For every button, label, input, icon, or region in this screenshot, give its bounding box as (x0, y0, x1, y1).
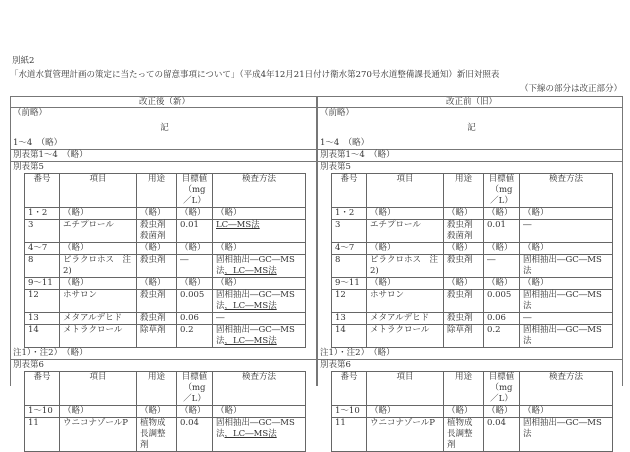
target-value-cell: （略） (484, 278, 520, 290)
amended-text: ，LC―MS法 (224, 266, 277, 276)
method-text: 固相抽出―GC―MS法 (216, 418, 295, 439)
table-row (332, 406, 613, 418)
target-value-cell: （略） (484, 406, 520, 418)
column-header: 番号 (332, 372, 367, 406)
column-header: 目標値（mg／L） (177, 174, 213, 208)
column-header: 検査方法 (213, 174, 306, 208)
column-header: 項目 (60, 174, 137, 208)
usage-cell: （略） (444, 406, 484, 418)
appendix-5-notes: 注1）・注2） （略） (13, 348, 88, 358)
target-value-cell: ― (177, 255, 213, 278)
usage-cell: 殺虫剤 殺菌剤 (137, 220, 177, 243)
column-header: 項目 (367, 372, 444, 406)
method-text: ― (523, 220, 532, 230)
target-value-cell: 0.06 (177, 313, 213, 325)
table-row (25, 255, 306, 278)
target-value-cell: 0.005 (177, 290, 213, 313)
number-cell: 4〜7 (25, 243, 60, 255)
amended-text: ，LC―MS法 (224, 301, 277, 311)
item-cell: エチプロール (367, 220, 444, 243)
number-cell: 14 (332, 325, 367, 348)
method-cell (520, 313, 613, 325)
usage-cell: 殺虫剤 (444, 290, 484, 313)
table-row (25, 406, 306, 418)
method-text: （略） (523, 208, 549, 218)
method-cell (213, 313, 306, 325)
table-row (332, 220, 613, 243)
target-value-cell: （略） (484, 243, 520, 255)
target-value-cell: 0.04 (484, 418, 520, 452)
appendix-1-4: 別表第1〜4 （略） (318, 150, 623, 162)
number-cell: 8 (332, 255, 367, 278)
column-header: 用途 (444, 174, 484, 208)
usage-cell: 除草剤 (137, 325, 177, 348)
appendix-6-title: 別表第6 (320, 360, 351, 370)
item-cell: （略） (367, 243, 444, 255)
item-cell: ウニコナゾールP (60, 418, 137, 452)
document-title: 「水道水質管理計画の策定に当たっての留意事項について」（平成4年12月21日付け衛水第270号水道整備課長通知）新旧対照表 (10, 70, 500, 80)
target-value-cell: 0.2 (177, 325, 213, 348)
usage-cell: 殺虫剤 (444, 255, 484, 278)
method-text: （略） (216, 406, 242, 416)
usage-cell: （略） (444, 208, 484, 220)
column-header: 検査方法 (213, 372, 306, 406)
appendix-5-section (318, 162, 623, 360)
method-text: （略） (523, 406, 549, 416)
number-cell: 8 (25, 255, 60, 278)
t6-table (24, 371, 306, 452)
target-value-cell: （略） (177, 243, 213, 255)
appendix-6-section (11, 360, 316, 452)
amended-text: ，LC―MS法 (224, 429, 277, 439)
number-cell: 12 (332, 290, 367, 313)
table-row (332, 278, 613, 290)
usage-cell: 植物成長調整剤 (444, 418, 484, 452)
column-header: 項目 (60, 372, 137, 406)
item-cell: ピラクロホス 注2) (367, 255, 444, 278)
usage-cell: （略） (137, 278, 177, 290)
column-header: 目標値（mg／L） (484, 174, 520, 208)
method-text: （略） (523, 278, 549, 288)
usage-cell: 殺虫剤 (137, 290, 177, 313)
item-cell: （略） (367, 208, 444, 220)
amended-text: ，LC―MS法 (224, 336, 277, 346)
underline-note: （下線の部分は改正部分） (519, 84, 622, 94)
method-cell (213, 208, 306, 220)
column-header: 番号 (25, 174, 60, 208)
usage-cell: （略） (137, 208, 177, 220)
t5-table (331, 173, 613, 348)
number-cell: 1・2 (332, 208, 367, 220)
column-header: 用途 (137, 174, 177, 208)
table-row (25, 220, 306, 243)
table-row (25, 208, 306, 220)
item-cell: （略） (60, 243, 137, 255)
method-text: （略） (216, 208, 242, 218)
target-value-cell: 0.005 (484, 290, 520, 313)
method-text: （略） (216, 243, 242, 253)
item-cell: （略） (367, 406, 444, 418)
item-cell: メタアルデヒド (367, 313, 444, 325)
usage-cell: 植物成長調整剤 (137, 418, 177, 452)
column-header: 用途 (137, 372, 177, 406)
target-value-cell: ― (484, 255, 520, 278)
preamble-section (318, 108, 623, 150)
target-value-cell: 0.2 (484, 325, 520, 348)
method-cell (520, 278, 613, 290)
number-cell: 4〜7 (332, 243, 367, 255)
method-text: 固相抽出―GC―MS法 (216, 290, 295, 311)
target-value-cell: （略） (177, 406, 213, 418)
method-cell (213, 220, 306, 243)
table-row (25, 313, 306, 325)
table-row (25, 243, 306, 255)
item-cell: （略） (60, 278, 137, 290)
ki-heading: 記 (160, 123, 169, 133)
number-cell: 9〜11 (25, 278, 60, 290)
number-cell: 9〜11 (332, 278, 367, 290)
number-cell: 12 (25, 290, 60, 313)
method-text: ― (216, 313, 225, 323)
method-cell (520, 418, 613, 452)
number-cell: 1〜10 (25, 406, 60, 418)
usage-cell: （略） (137, 406, 177, 418)
appendix-5-notes: 注1）・注2） （略） (320, 348, 395, 358)
column-heading: 改正後（新） (11, 97, 316, 108)
method-cell (213, 278, 306, 290)
usage-cell: （略） (444, 243, 484, 255)
method-text: 固相抽出―GC―MS法 (523, 418, 602, 439)
header-row (332, 174, 613, 208)
usage-cell: 殺虫剤 (137, 313, 177, 325)
item-cell: メトラクロール (367, 325, 444, 348)
appendix-5-title: 別表第5 (320, 162, 351, 172)
old-version-column (317, 97, 623, 450)
number-cell: 13 (25, 313, 60, 325)
item-cell: （略） (367, 278, 444, 290)
method-text: （略） (216, 278, 242, 288)
number-cell: 13 (332, 313, 367, 325)
number-cell: 1・2 (25, 208, 60, 220)
column-header: 番号 (25, 372, 60, 406)
target-value-cell: （略） (484, 208, 520, 220)
method-cell (520, 208, 613, 220)
table-row (332, 255, 613, 278)
omitted-text: （前略） (320, 108, 355, 118)
t6-table (331, 371, 613, 452)
item-cell: （略） (60, 208, 137, 220)
number-cell: 14 (25, 325, 60, 348)
items-1-4: 1〜4 （略） (320, 138, 370, 148)
item-cell: メトラクロール (60, 325, 137, 348)
method-cell (520, 406, 613, 418)
table-row (332, 325, 613, 348)
usage-cell: 殺虫剤 (444, 313, 484, 325)
table-row (332, 290, 613, 313)
usage-cell: （略） (444, 278, 484, 290)
items-1-4: 1〜4 （略） (13, 138, 63, 148)
item-cell: メタアルデヒド (60, 313, 137, 325)
new-version-column (11, 97, 317, 450)
method-text: 固相抽出―GC―MS法 (523, 325, 602, 346)
target-value-cell: 0.06 (484, 313, 520, 325)
table-row (332, 418, 613, 452)
table-row (25, 290, 306, 313)
method-cell (520, 255, 613, 278)
number-cell: 11 (332, 418, 367, 452)
method-cell (520, 243, 613, 255)
appendix-5-title: 別表第5 (13, 162, 44, 172)
item-cell: ホサロン (60, 290, 137, 313)
table-row (25, 325, 306, 348)
preamble-section (11, 108, 316, 150)
table-row (332, 208, 613, 220)
appendix-6-title: 別表第6 (13, 360, 44, 370)
method-cell (520, 290, 613, 313)
appendix-5-section (11, 162, 316, 360)
usage-cell: 殺虫剤 殺菌剤 (444, 220, 484, 243)
number-cell: 3 (332, 220, 367, 243)
method-cell (520, 220, 613, 243)
appendix-6-section (318, 360, 623, 452)
item-cell: ウニコナゾールP (367, 418, 444, 452)
method-cell (213, 290, 306, 313)
target-value-cell: 0.01 (484, 220, 520, 243)
method-text: （略） (523, 243, 549, 253)
item-cell: ピラクロホス 注2) (60, 255, 137, 278)
column-header: 検査方法 (520, 174, 613, 208)
method-text: 固相抽出―GC―MS法 (523, 255, 602, 276)
target-value-cell: （略） (177, 208, 213, 220)
column-header: 項目 (367, 174, 444, 208)
method-text: ― (523, 313, 532, 323)
method-cell (213, 255, 306, 278)
column-header: 目標値（mg／L） (177, 372, 213, 406)
table-row (332, 243, 613, 255)
omitted-text: （前略） (13, 108, 48, 118)
header-row (25, 372, 306, 406)
method-cell (213, 406, 306, 418)
method-cell (520, 325, 613, 348)
item-cell: エチプロール (60, 220, 137, 243)
number-cell: 1〜10 (332, 406, 367, 418)
method-text: 固相抽出―GC―MS法 (216, 255, 295, 276)
column-header: 目標値（mg／L） (484, 372, 520, 406)
method-cell (213, 418, 306, 452)
target-value-cell: （略） (177, 278, 213, 290)
table-row (332, 313, 613, 325)
table-row (25, 278, 306, 290)
column-header: 検査方法 (520, 372, 613, 406)
column-header: 番号 (332, 174, 367, 208)
column-heading: 改正前（旧） (318, 97, 623, 108)
header-row (332, 372, 613, 406)
comparison-table (10, 96, 623, 450)
target-value-cell: 0.04 (177, 418, 213, 452)
t5-table (24, 173, 306, 348)
column-header: 用途 (444, 372, 484, 406)
usage-cell: 除草剤 (444, 325, 484, 348)
number-cell: 3 (25, 220, 60, 243)
item-cell: ホサロン (367, 290, 444, 313)
number-cell: 11 (25, 418, 60, 452)
method-text: 固相抽出―GC―MS法 (216, 325, 295, 346)
target-value-cell: 0.01 (177, 220, 213, 243)
method-cell (213, 243, 306, 255)
item-cell: （略） (60, 406, 137, 418)
table-row (25, 418, 306, 452)
amended-text: LC―MS法 (216, 220, 260, 230)
usage-cell: （略） (137, 243, 177, 255)
attachment-label: 別紙2 (12, 56, 35, 66)
usage-cell: 殺虫剤 (137, 255, 177, 278)
appendix-1-4: 別表第1〜4 （略） (11, 150, 316, 162)
header-row (25, 174, 306, 208)
method-text: 固相抽出―GC―MS法 (523, 290, 602, 311)
ki-heading: 記 (467, 123, 476, 133)
method-cell (213, 325, 306, 348)
